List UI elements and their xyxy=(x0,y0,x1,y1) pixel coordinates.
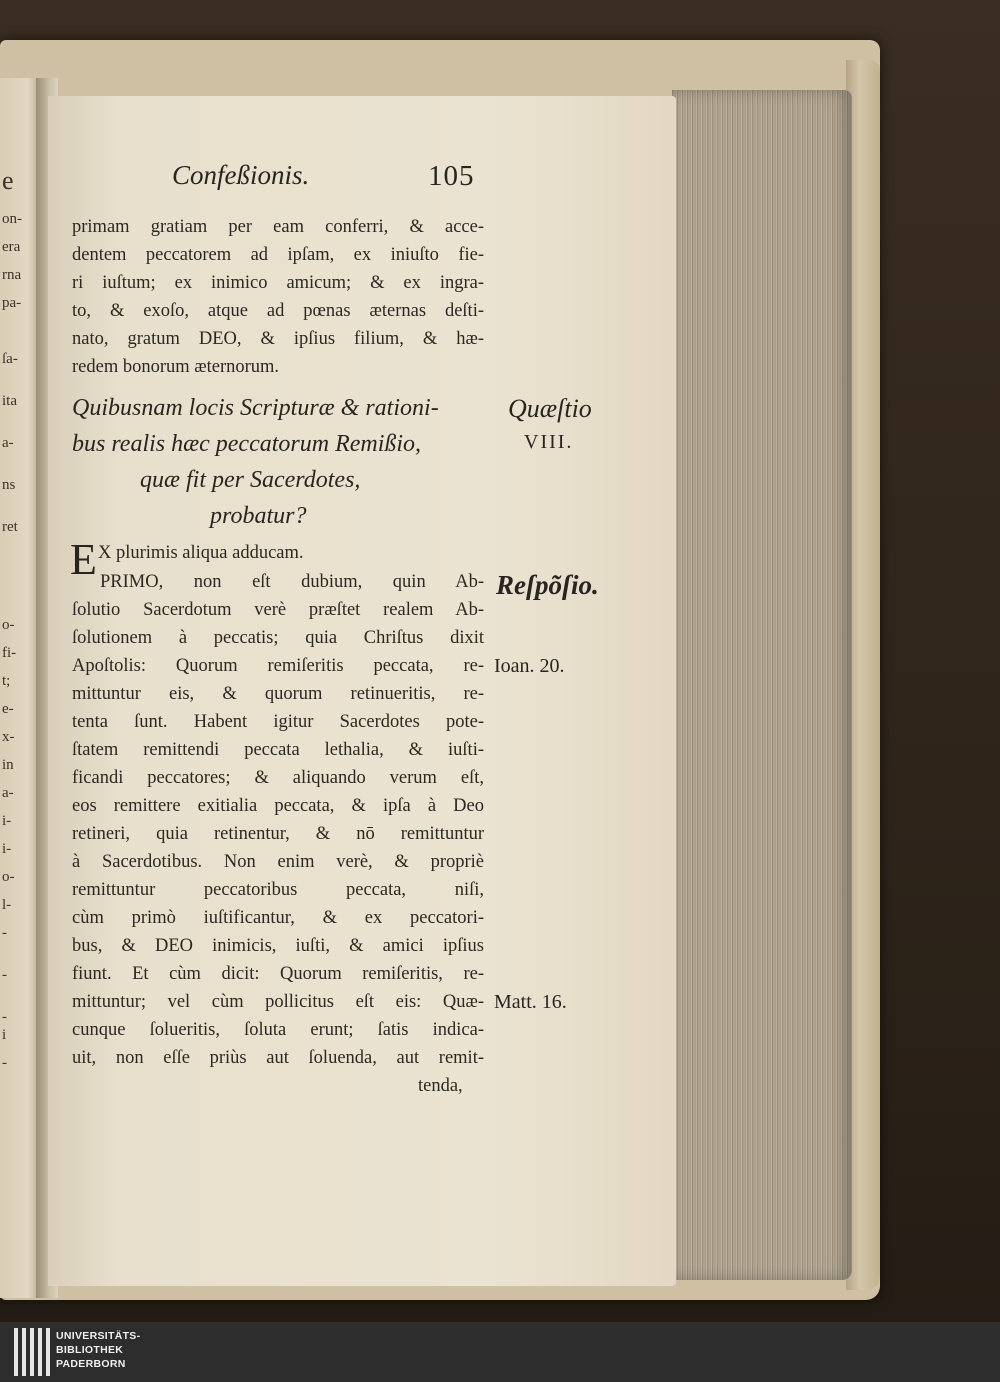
text-line: fiunt. Et cùm dicit: Quorum remiſeritis, re- xyxy=(72,964,484,984)
text-line: ſtatem remittendi peccata lethalia, & iuſti- xyxy=(72,740,484,760)
margin-reference-matthew: Matt. 16. xyxy=(494,991,567,1013)
margin-questio-label: Quæſtio xyxy=(508,394,592,423)
text-line: mittuntur; vel cùm pollicitus eſt eis: Quæ- xyxy=(72,992,484,1012)
margin-reference-john: Ioan. 20. xyxy=(494,655,565,677)
text-line: primam gratiam per eam conferri, & acce- xyxy=(72,217,484,237)
left-page-fragment: a- xyxy=(2,435,14,451)
text-line: ſolutionem à peccatis; quia Chriſtus dixit xyxy=(72,628,484,648)
left-page-fragment: - xyxy=(2,1055,7,1071)
question-line: Quibusnam locis Scripturæ & rationi- xyxy=(72,395,439,421)
text-line: eos remittere exitialia peccata, & ipſa à Deo xyxy=(72,796,484,816)
left-page-fragment: i xyxy=(2,1027,7,1043)
text-line: tenta ſunt. Habent igitur Sacerdotes pote- xyxy=(72,712,484,732)
question-line: quæ fit per Sacerdotes, xyxy=(140,467,361,493)
page-number: 105 xyxy=(428,160,475,192)
library-logo-icon xyxy=(14,1328,50,1376)
left-page-fragment: ns xyxy=(2,477,16,493)
left-page xyxy=(0,78,40,1298)
text-line: Apoſtolis: Quorum remiſeritis peccata, re- xyxy=(72,656,484,676)
left-page-fragment: t; xyxy=(2,673,11,689)
library-name-line3: PADERBORN xyxy=(56,1358,126,1370)
text-line: to, & exoſo, atque ad pœnas æternas deſti- xyxy=(72,301,484,321)
left-page-fragment: era xyxy=(2,239,21,255)
left-page-fragment: a- xyxy=(2,785,14,801)
left-page-fragment: - xyxy=(2,967,7,983)
text-line: nato, gratum DEO, & ipſius filium, & hæ- xyxy=(72,329,484,349)
text-line: uit, non eſſe priùs aut ſoluenda, aut remit- xyxy=(72,1048,484,1068)
text-line: dentem peccatorem ad ipſam, ex iniuſto fie- xyxy=(72,245,484,265)
text-line: ſolutio Sacerdotum verè præſtet realem Ab- xyxy=(72,600,484,620)
left-page-fragment: ret xyxy=(2,519,18,535)
library-name-line2: BIBLIOTHEK xyxy=(56,1344,124,1356)
text-line: ficandi peccatores; & aliquando verum eſt, xyxy=(72,768,484,788)
margin-responsio-label: Reſpõſio. xyxy=(496,570,599,600)
left-page-fragment: i- xyxy=(2,841,12,857)
text-line: remittuntur peccatoribus peccata, niſi, xyxy=(72,880,484,900)
library-name-line1: UNIVERSITÄTS- xyxy=(56,1330,141,1342)
left-page-fragment: on- xyxy=(2,211,22,227)
text-line: cùm primò iuſtificantur, & ex peccatori- xyxy=(72,908,484,928)
left-page-fragment: pa- xyxy=(2,295,22,311)
left-page-fragment: o- xyxy=(2,869,15,885)
text-line: bus, & DEO inimicis, iuſti, & amici ipſius xyxy=(72,936,484,956)
left-page-fragment: e- xyxy=(2,701,14,717)
left-page-fragment: i- xyxy=(2,813,12,829)
text-line: retineri, quia retinentur, & nō remittuntur xyxy=(72,824,484,844)
left-page-fragment: x- xyxy=(2,729,15,745)
question-line: probatur? xyxy=(210,503,307,529)
left-page-fragment: - xyxy=(2,925,7,941)
left-page-fragment: e xyxy=(2,166,14,195)
drop-capital: E xyxy=(70,535,97,584)
page-edges xyxy=(672,90,852,1280)
left-page-fragment: in xyxy=(2,757,14,773)
left-page-fragment: ſa- xyxy=(2,351,18,367)
text-line: PRIMO, non eſt dubium, quin Ab- xyxy=(100,572,484,592)
text-line: à Sacerdotibus. Non enim verè, & propriè xyxy=(72,852,484,872)
left-page-fragment: - xyxy=(2,1009,7,1025)
running-header: Confeßionis. xyxy=(172,160,310,190)
margin-questio-number: VIII. xyxy=(524,431,574,453)
text-line: cunque ſolueritis, ſoluta erunt; ſatis indica- xyxy=(72,1020,484,1040)
text-line: redem bonorum æternorum. xyxy=(72,357,280,377)
left-page-fragment: fi- xyxy=(2,645,17,661)
question-line: bus realis hæc peccatorum Remißio, xyxy=(72,431,422,457)
left-page-fragment: o- xyxy=(2,617,15,633)
footer-bar xyxy=(0,1322,1000,1382)
text-line: X plurimis aliqua adducam. xyxy=(98,543,304,563)
catchword: tenda, xyxy=(418,1076,463,1096)
text-line: ri iuſtum; ex inimico amicum; & ex ingra- xyxy=(72,273,484,293)
text-line: mittuntur eis, & quorum retinueritis, re- xyxy=(72,684,484,704)
left-page-fragment: rna xyxy=(2,267,22,283)
left-page-fragment: l- xyxy=(2,897,12,913)
left-page-fragment: ita xyxy=(2,393,17,409)
